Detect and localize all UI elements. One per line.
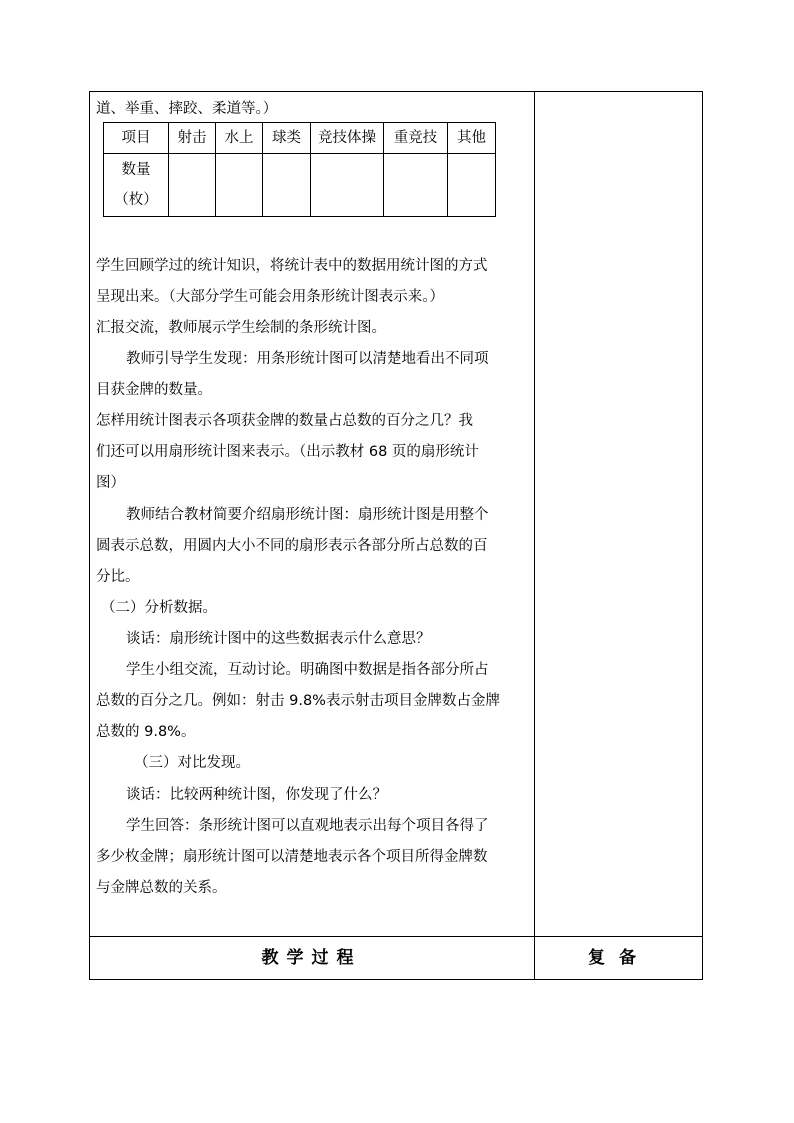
table-row — [104, 154, 496, 217]
table-header-row — [104, 123, 496, 154]
row-label-line2: （枚） — [114, 192, 158, 208]
body-line: 总数的 9.8%。 — [96, 724, 196, 740]
header-cell-water: 水上 — [216, 123, 263, 154]
lesson-table-frame — [89, 91, 703, 980]
body-line: 汇报交流，教师展示学生绘制的条形统计图。 — [96, 320, 386, 336]
body-line: 学生回答：条形统计图可以直观地表示出每个项目各得了 — [126, 818, 489, 834]
body-line: 教师结合教材简要介绍扇形统计图：扇形统计图是用整个 — [126, 507, 489, 523]
row-label-line1: 数量 — [121, 162, 151, 178]
body-line: 分比。 — [96, 569, 140, 585]
review-label: 复备 — [588, 948, 650, 968]
body-line: 与金牌总数的关系。 — [96, 880, 227, 896]
body-line: 谈话：扇形统计图中的这些数据表示什么意思？ — [126, 631, 431, 647]
body-line: 学生小组交流，互动讨论。明确图中数据是指各部分所占 — [126, 662, 489, 678]
header-cell-ball: 球类 — [263, 123, 311, 154]
section-heading: （三）对比发现。 — [134, 755, 250, 771]
body-line: 圆表示总数，用圆内大小不同的扇形表示各部分所占总数的百 — [96, 538, 488, 554]
header-cell-other: 其他 — [448, 123, 496, 154]
body-line: 学生回顾学过的统计知识，将统计表中的数据用统计图的方式 — [96, 258, 488, 274]
body-line: 怎样用统计图表示各项获金牌的数量占总数的百分之几？我 — [96, 413, 473, 429]
table-cell — [311, 154, 384, 217]
table-cell — [169, 154, 216, 217]
table-cell — [216, 154, 263, 217]
medal-count-table — [103, 122, 496, 217]
body-line: 多少枚金牌；扇形统计图可以清楚地表示各个项目所得金牌数 — [96, 849, 488, 865]
header-cell-item: 项目 — [104, 123, 169, 154]
table-cell — [448, 154, 496, 217]
body-line: 呈现出来。（大部分学生可能会用条形统计图表示来。） — [96, 289, 444, 305]
body-line: 图） — [96, 475, 125, 491]
table-cell — [263, 154, 311, 217]
section-heading: （二）分析数据。 — [101, 600, 217, 616]
intro-line: 道、举重、摔跤、柔道等。） — [96, 101, 278, 117]
body-line: 谈话：比较两种统计图，你发现了什么？ — [126, 787, 387, 803]
body-line: 总数的百分之几。例如：射击 9.8%表示射击项目金牌数占金牌 — [96, 693, 500, 709]
body-line: 们还可以用扇形统计图来表示。（出示教材 68 页的扇形统计 — [96, 444, 479, 460]
body-line: 教师引导学生发现：用条形统计图可以清楚地看出不同项 — [126, 351, 489, 367]
body-line: 目获金牌的数量。 — [96, 382, 212, 398]
column-divider — [534, 91, 535, 980]
header-cell-gymnastics: 竞技体操 — [311, 123, 384, 154]
header-cell-shooting: 射击 — [169, 123, 216, 154]
table-cell — [384, 154, 448, 217]
header-cell-heavy: 重竞技 — [384, 123, 448, 154]
teaching-process-label: 教学过程 — [261, 948, 362, 968]
row-label-quantity — [104, 154, 169, 217]
